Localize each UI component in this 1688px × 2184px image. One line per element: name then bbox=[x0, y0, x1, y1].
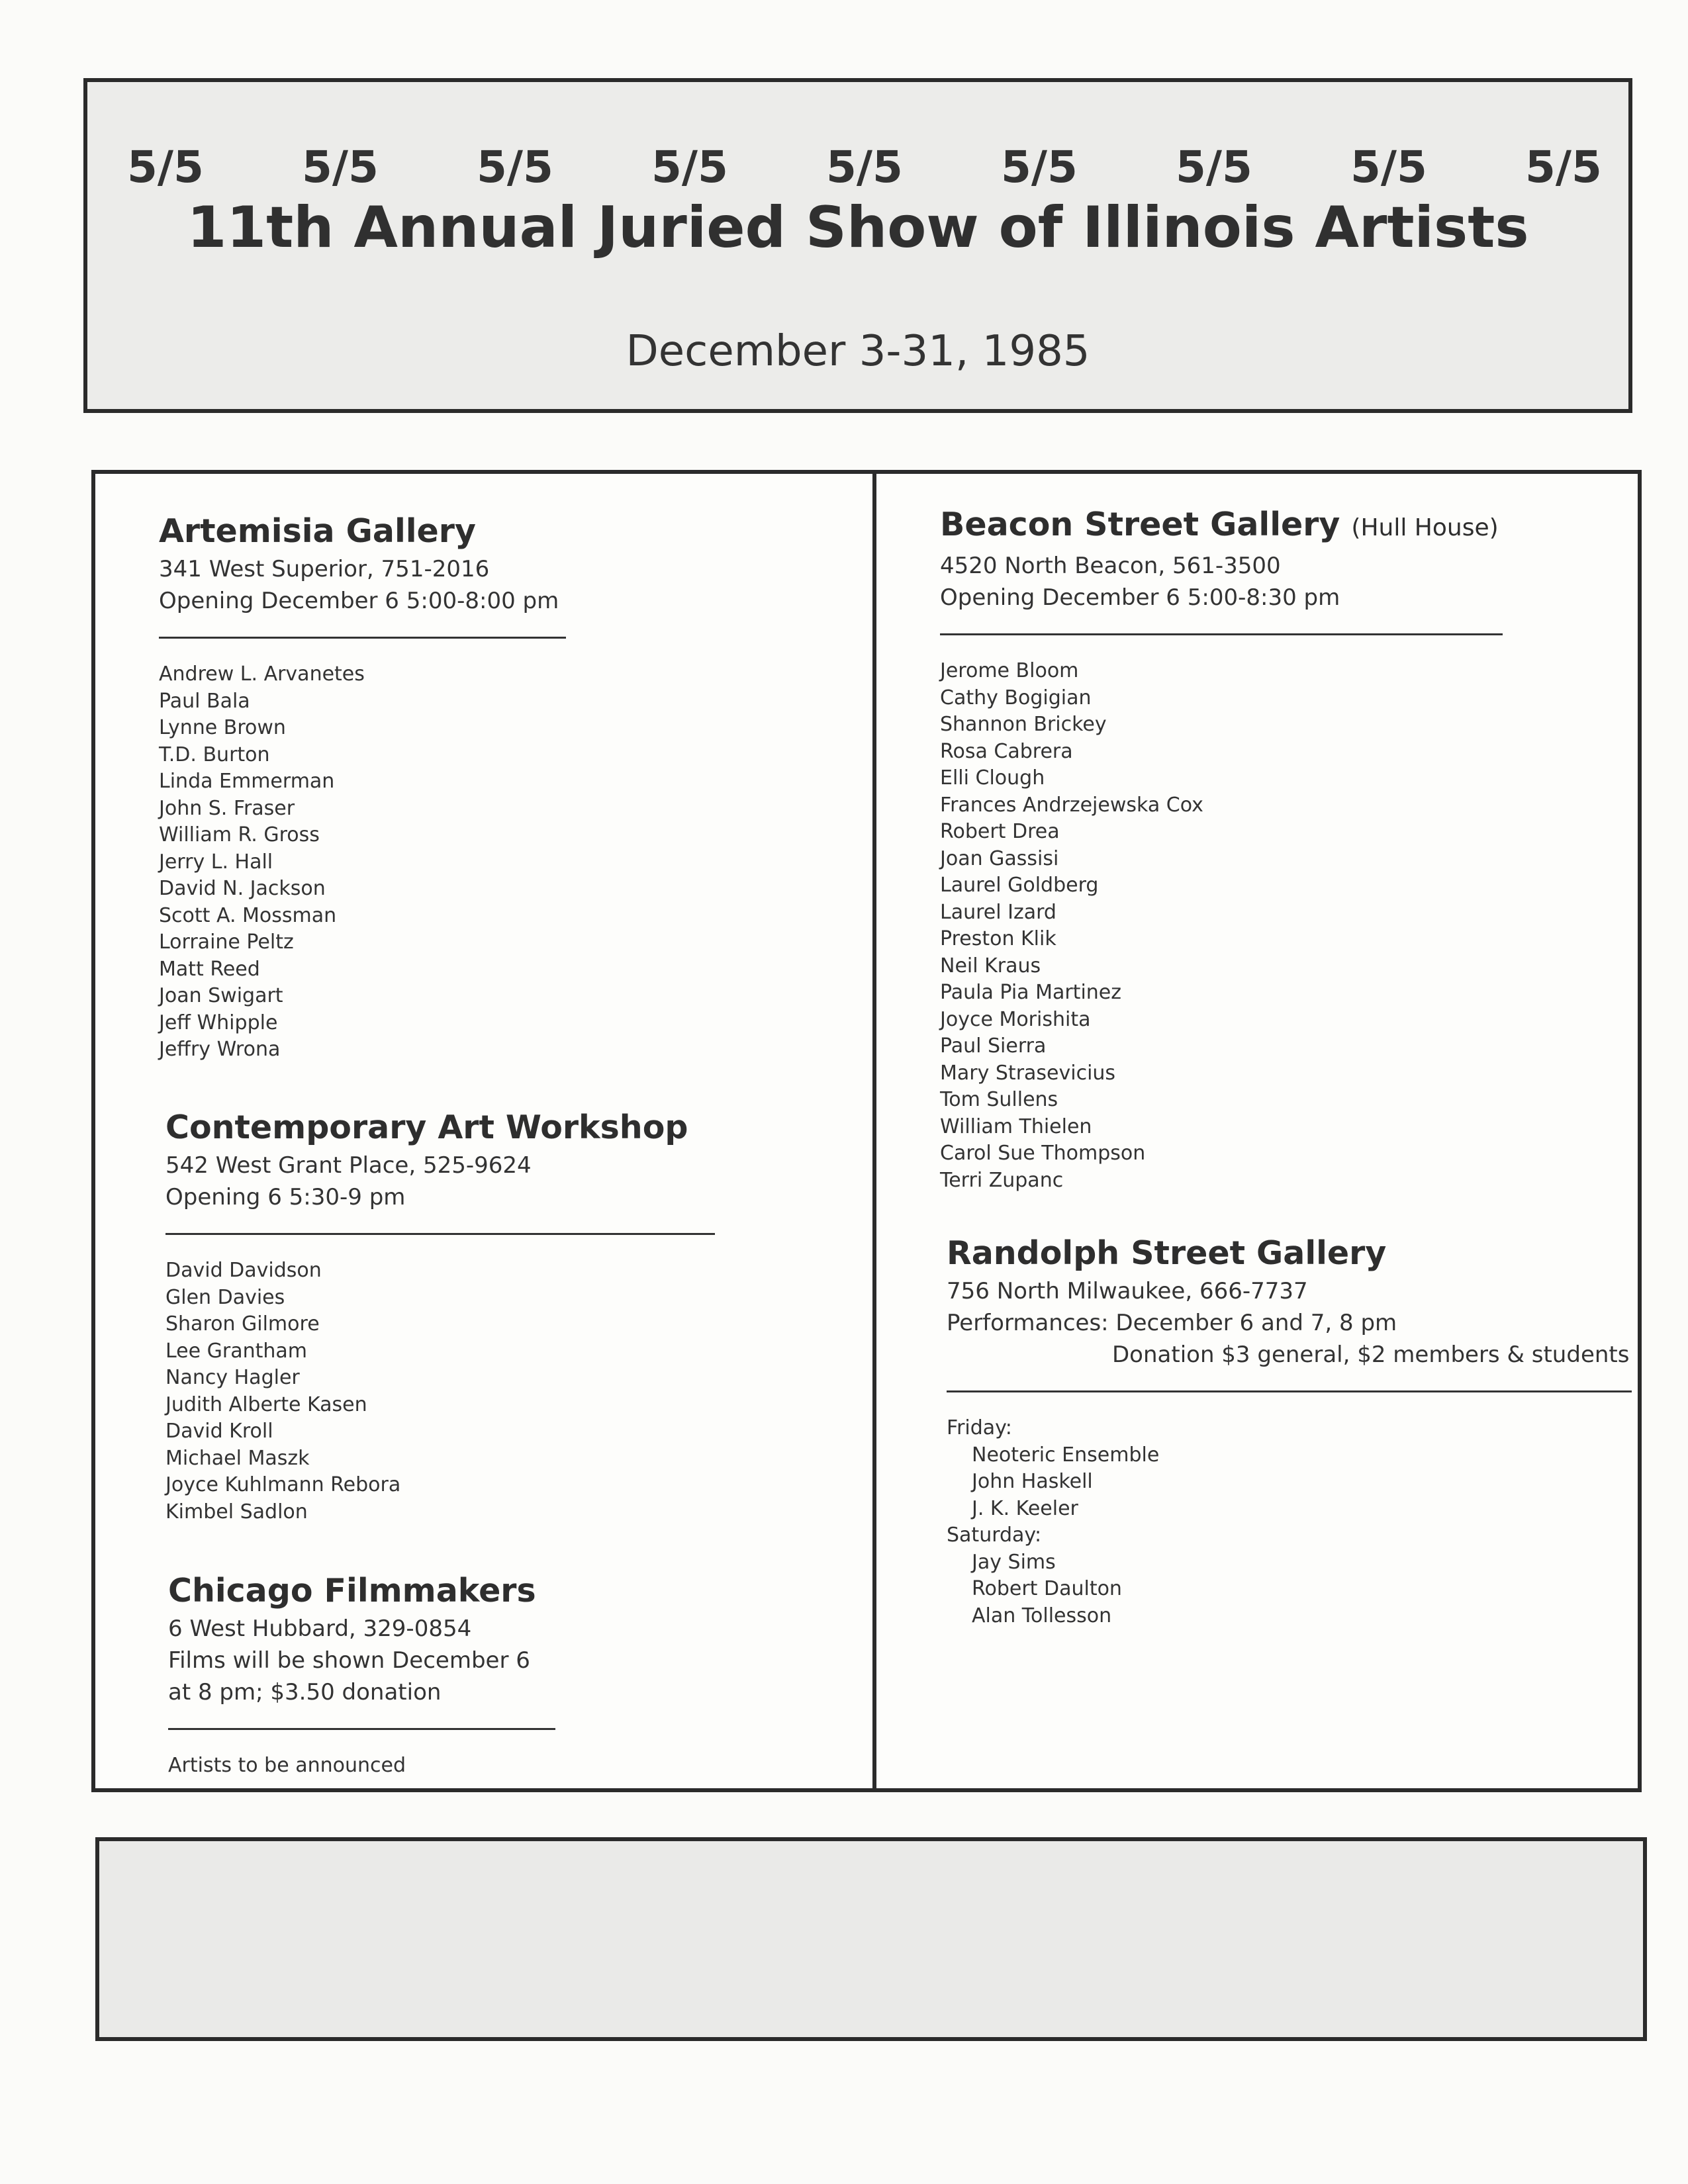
list-item: Jerry L. Hall bbox=[159, 850, 273, 874]
venue-address: 4520 North Beacon, 561-3500 bbox=[940, 553, 1281, 579]
list-item: John Haskell bbox=[972, 1470, 1093, 1493]
list-item: Glen Davies bbox=[165, 1285, 285, 1309]
list-item: David Davidson bbox=[165, 1259, 322, 1282]
list-item: John S. Fraser bbox=[159, 796, 295, 820]
artist-list bbox=[165, 1257, 801, 1525]
venue-performances: Performances: December 6 and 7, 8 pm bbox=[947, 1310, 1397, 1336]
list-item: Jeff Whipple bbox=[159, 1011, 278, 1034]
divider bbox=[940, 633, 1503, 635]
list-item: Joan Gassisi bbox=[940, 846, 1059, 870]
venue-address: 6 West Hubbard, 329-0854 bbox=[168, 1615, 472, 1642]
list-item: Jay Sims bbox=[972, 1550, 1056, 1574]
list-item: Elli Clough bbox=[940, 766, 1045, 790]
list-item: Frances Andrzejewska Cox bbox=[940, 793, 1203, 817]
venue-name: Artemisia Gallery bbox=[159, 512, 476, 550]
list-item: Terri Zupanc bbox=[940, 1168, 1064, 1192]
list-item: Alan Tollesson bbox=[972, 1604, 1112, 1627]
list-item: Mary Strasevicius bbox=[940, 1061, 1116, 1085]
list-item: Joyce Morishita bbox=[940, 1007, 1091, 1031]
divider bbox=[165, 1233, 715, 1235]
list-item: J. K. Keeler bbox=[972, 1496, 1078, 1520]
column-divider bbox=[872, 474, 876, 1788]
list-item: William R. Gross bbox=[159, 823, 320, 846]
venue-name bbox=[940, 503, 1602, 550]
venue-address: 756 North Milwaukee, 666-7737 bbox=[947, 1278, 1308, 1304]
list-item: Lee Grantham bbox=[165, 1339, 307, 1363]
list-item: Scott A. Mossman bbox=[159, 903, 337, 927]
list-item: Neoteric Ensemble bbox=[972, 1443, 1160, 1467]
list-item: Laurel Goldberg bbox=[940, 874, 1099, 897]
venue-opening: Opening December 6 5:00-8:30 pm bbox=[940, 584, 1340, 611]
list-item: Jerome Bloom bbox=[940, 659, 1079, 682]
artists-note: Artists to be announced bbox=[168, 1754, 406, 1777]
day-label-friday: Friday: bbox=[947, 1416, 1012, 1439]
date-mark: 5/5 bbox=[826, 142, 903, 193]
divider bbox=[947, 1390, 1632, 1392]
list-item: Preston Klik bbox=[940, 927, 1056, 950]
list-item: Nancy Hagler bbox=[165, 1366, 300, 1389]
venue-name-text: Beacon Street Gallery bbox=[940, 506, 1340, 543]
list-item: Sharon Gilmore bbox=[165, 1312, 320, 1336]
list-item: Shannon Brickey bbox=[940, 713, 1107, 736]
date-mark: 5/5 bbox=[651, 142, 728, 193]
date-mark: 5/5 bbox=[302, 142, 379, 193]
date-mark: 5/5 bbox=[1525, 142, 1602, 193]
list-item: Paul Sierra bbox=[940, 1034, 1047, 1058]
header-box bbox=[83, 78, 1632, 413]
venue-films-line: at 8 pm; $3.50 donation bbox=[168, 1679, 442, 1706]
list-item: Jeffry Wrona bbox=[159, 1038, 281, 1061]
list-item: Joan Swigart bbox=[159, 984, 283, 1007]
footer-box bbox=[95, 1837, 1647, 2041]
venue-donation: Donation $3 general, $2 members & students bbox=[1112, 1342, 1630, 1368]
list-item: Cathy Bogigian bbox=[940, 686, 1092, 709]
show-dates: December 3-31, 1985 bbox=[626, 327, 1090, 376]
list-item: Robert Drea bbox=[940, 820, 1060, 843]
list-item: David Kroll bbox=[165, 1420, 273, 1443]
venue-films-line: Films will be shown December 6 bbox=[168, 1647, 530, 1674]
venue-name: Chicago Filmmakers bbox=[168, 1572, 536, 1610]
list-item: Paula Pia Martinez bbox=[940, 981, 1121, 1004]
venue-contemporary-art-workshop bbox=[165, 1106, 801, 1525]
venue-name: Randolph Street Gallery bbox=[947, 1234, 1387, 1272]
list-item: T.D. Burton bbox=[159, 743, 270, 766]
show-title: 11th Annual Juried Show of Illinois Artists bbox=[187, 195, 1529, 261]
list-item: Matt Reed bbox=[159, 957, 260, 981]
list-item: Linda Emmerman bbox=[159, 770, 335, 793]
day-label-saturday: Saturday: bbox=[947, 1524, 1042, 1547]
venue-opening: Opening 6 5:30-9 pm bbox=[165, 1184, 406, 1210]
date-marks-row bbox=[127, 142, 1602, 193]
venue-note: (Hull House) bbox=[1351, 514, 1499, 541]
list-item: Paul Bala bbox=[159, 689, 250, 713]
list-item: Joyce Kuhlmann Rebora bbox=[165, 1473, 401, 1496]
venue-opening: Opening December 6 5:00-8:00 pm bbox=[159, 588, 559, 614]
date-mark: 5/5 bbox=[1176, 142, 1252, 193]
venue-artemisia bbox=[159, 510, 662, 1064]
list-item: Tom Sullens bbox=[940, 1088, 1058, 1111]
list-item: William Thielen bbox=[940, 1115, 1092, 1138]
list-item: Andrew L. Arvanetes bbox=[159, 662, 365, 686]
venue-name: Contemporary Art Workshop bbox=[165, 1109, 688, 1146]
venue-address: 341 West Superior, 751-2016 bbox=[159, 556, 490, 582]
divider bbox=[168, 1728, 555, 1730]
artist-list bbox=[159, 661, 662, 1064]
venue-address: 542 West Grant Place, 525-9624 bbox=[165, 1152, 532, 1179]
list-item: Lynne Brown bbox=[159, 716, 286, 739]
date-mark: 5/5 bbox=[127, 142, 204, 193]
venue-chicago-filmmakers bbox=[168, 1569, 671, 1780]
list-item: David N. Jackson bbox=[159, 877, 326, 900]
date-mark: 5/5 bbox=[1350, 142, 1427, 193]
list-item: Carol Sue Thompson bbox=[940, 1142, 1146, 1165]
list-item: Lorraine Peltz bbox=[159, 931, 294, 954]
divider bbox=[159, 637, 566, 639]
list-item: Michael Maszk bbox=[165, 1446, 310, 1470]
list-item: Robert Daulton bbox=[972, 1577, 1122, 1600]
list-item: Neil Kraus bbox=[940, 954, 1041, 978]
list-item: Judith Alberte Kasen bbox=[165, 1392, 367, 1416]
list-item: Laurel Izard bbox=[940, 900, 1056, 924]
date-mark: 5/5 bbox=[477, 142, 553, 193]
date-mark: 5/5 bbox=[1001, 142, 1078, 193]
venue-randolph-street bbox=[947, 1232, 1630, 1629]
artist-list bbox=[940, 658, 1602, 1194]
list-item: Rosa Cabrera bbox=[940, 739, 1073, 763]
list-item: Kimbel Sadlon bbox=[165, 1500, 308, 1524]
venue-beacon-street bbox=[940, 503, 1602, 1194]
venues-box bbox=[91, 470, 1642, 1792]
